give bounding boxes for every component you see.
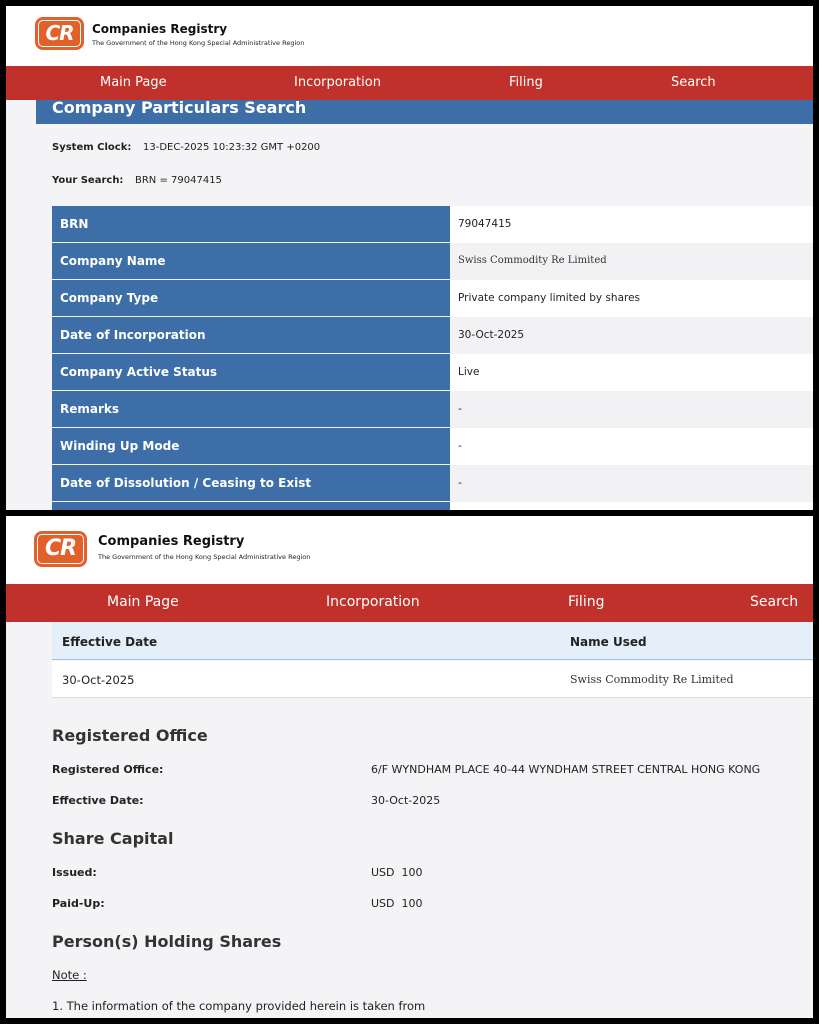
cr-logo-text: CR: [39, 21, 80, 46]
registry-name: Companies Registry: [92, 22, 228, 36]
registered-office-label: Registered Office:: [52, 763, 164, 776]
registry-subtitle: The Government of the Hong Kong Special Administrative Region: [98, 553, 311, 561]
nav-filing[interactable]: Filing: [568, 594, 605, 610]
note-text: 1. The information of the company provided herein is taken from: [52, 999, 426, 1013]
table-row: [52, 465, 813, 502]
cutoff-row-label: [52, 502, 450, 510]
registry-name: Companies Registry: [98, 534, 245, 549]
nav-main-page[interactable]: Main Page: [100, 75, 167, 90]
paid-up-value: USD 100: [371, 897, 423, 910]
your-search-value: BRN = 79047415: [135, 175, 222, 186]
table-row: [52, 502, 813, 510]
remarks-value: -: [450, 391, 813, 428]
shareholders-heading: Person(s) Holding Shares: [52, 932, 282, 951]
remarks-label: Remarks: [52, 391, 450, 427]
search-results-screenshot: [6, 6, 813, 510]
incorporation-date-label: Date of Incorporation: [52, 317, 450, 353]
name-effective-date: 30-Oct-2025: [62, 673, 135, 687]
table-row: [52, 354, 813, 391]
company-details-screenshot: [6, 516, 813, 1018]
name-history-header: [52, 622, 813, 660]
nav-search[interactable]: Search: [671, 75, 716, 90]
name-used-header: Name Used: [570, 635, 647, 649]
cr-logo[interactable]: [34, 531, 87, 567]
table-row: [52, 391, 813, 428]
registry-subtitle: The Government of the Hong Kong Special Administrative Region: [92, 39, 305, 47]
table-row: [52, 661, 813, 698]
table-row: [52, 243, 813, 280]
table-row: [52, 280, 813, 317]
company-name-label: Company Name: [52, 243, 450, 279]
incorporation-date-value: 30-Oct-2025: [450, 317, 813, 354]
office-effective-date-value: 30-Oct-2025: [371, 794, 441, 807]
dissolution-date-value: -: [450, 465, 813, 502]
company-type-label: Company Type: [52, 280, 450, 316]
winding-up-mode-value: -: [450, 428, 813, 465]
issued-value: USD 100: [371, 866, 423, 879]
company-name-value: Swiss Commodity Re Limited: [450, 243, 813, 280]
active-status-value: Live: [450, 354, 813, 391]
nav-incorporation[interactable]: Incorporation: [326, 594, 420, 610]
site-header: [6, 516, 813, 584]
winding-up-mode-label: Winding Up Mode: [52, 428, 450, 464]
note-label: Note :: [52, 968, 87, 982]
registered-office-value: 6/F WYNDHAM PLACE 40-44 WYNDHAM STREET CENTRAL HONG KONG: [371, 763, 761, 776]
company-type-value: Private company limited by shares: [450, 280, 813, 317]
system-clock-label: System Clock:: [52, 142, 132, 153]
issued-label: Issued:: [52, 866, 97, 879]
your-search-label: Your Search:: [52, 175, 124, 186]
nav-main-page[interactable]: Main Page: [107, 594, 179, 610]
table-row: [52, 206, 813, 243]
main-nav: [6, 584, 813, 622]
effective-date-header: Effective Date: [62, 635, 158, 649]
nav-search[interactable]: Search: [750, 594, 799, 610]
nav-filing[interactable]: Filing: [509, 75, 543, 90]
brn-value: 79047415: [450, 206, 813, 243]
brn-label: BRN: [52, 206, 450, 242]
page-title: Company Particulars Search: [52, 98, 307, 117]
site-header: [6, 6, 813, 66]
section-header: [36, 100, 813, 124]
paid-up-label: Paid-Up:: [52, 897, 105, 910]
cr-logo[interactable]: [35, 17, 84, 50]
cutoff-row-value: [450, 502, 813, 510]
share-capital-heading: Share Capital: [52, 829, 174, 848]
active-status-label: Company Active Status: [52, 354, 450, 390]
office-effective-date-label: Effective Date:: [52, 794, 144, 807]
table-row: [52, 317, 813, 354]
nav-incorporation[interactable]: Incorporation: [294, 75, 381, 90]
table-row: [52, 428, 813, 465]
registered-office-heading: Registered Office: [52, 726, 208, 745]
dissolution-date-label: Date of Dissolution / Ceasing to Exist: [52, 465, 450, 501]
main-nav: [6, 66, 813, 100]
cr-logo-text: CR: [38, 535, 83, 563]
name-used-value: Swiss Commodity Re Limited: [570, 673, 734, 686]
system-clock-value: 13-DEC-2025 10:23:32 GMT +0200: [143, 142, 321, 153]
